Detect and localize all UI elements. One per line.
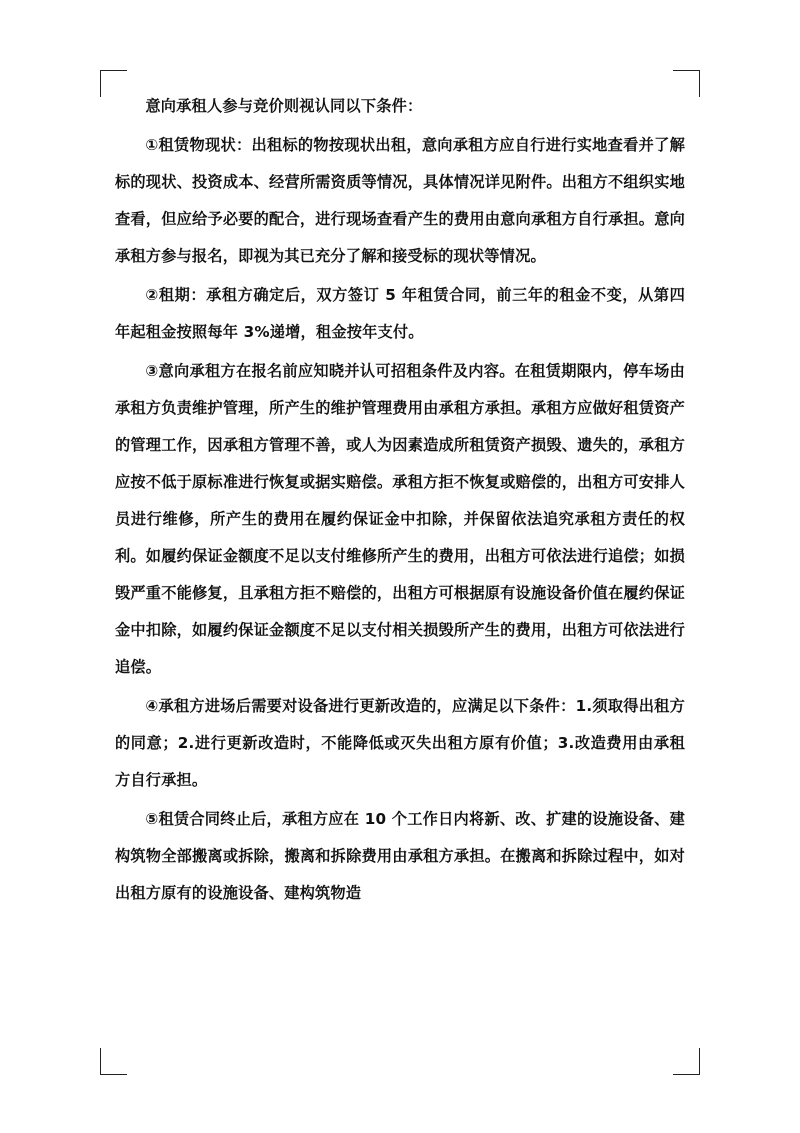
crop-mark-bottom-right-icon [673,1048,700,1075]
paragraph-item-4: ④承租方进场后需要对设备进行更新改造的，应满足以下条件：1.须取得出租方的同意；2.进行更新改造时，不能降低或灭失出租方原有价值；3.改造费用由承租方自行承担。 [115,697,685,789]
paragraph-item-2: ②租期：承租方确定后，双方签订 5 年租赁合同，前三年的租金不变，从第四年起租金按照每年 3%递增，租金按年支付。 [115,286,685,341]
crop-mark-bottom-left-icon [100,1048,127,1075]
paragraph-intro: 意向承租人参与竞价则视认同以下条件： [145,97,423,115]
paragraph-item-1: ①租赁物现状：出租标的物按现状出租，意向承租方应自行进行实地查看并了解标的现状、投资成本、经营所需资质等情况，具体情况详见附件。出租方不组织实地查看，但应给予必要的配合，进行现场查看产生的费用由意向承租方自行承担。意向承租方参与报名，即视为其已充分了解和接受标的现状等情况。 [115,136,685,265]
paragraph-item-5: ⑤租赁合同终止后，承租方应在 10 个工作日内将新、改、扩建的设施设备、建构筑物全部搬离或拆除，搬离和拆除费用由承租方承担。在搬离和拆除过程中，如对出租方原有的设施设备、建构筑物造 [115,810,685,902]
paragraph-item-3: ③意向承租方在报名前应知晓并认可招租条件及内容。在租赁期限内，停车场由承租方负责维护管理，所产生的维护管理费用由承租方承担。承租方应做好租赁资产的管理工作，因承租方管理不善，或人为因素造成所租赁资产损毁、遗失的，承租方应按不低于原标准进行恢复或据实赔偿。承租方拒不恢复或赔偿的，出租方可安排人员进行维修，所产生的费用在履约保证金中扣除，并保留依法追究承租方责任的权利。如履约保证金额度不足以支付维修所产生的费用，出租方可依法进行追偿；如损毁严重不能修复，且承租方拒不赔偿的，出租方可根据原有设施设备价值在履约保证金中扣除，如履约保证金额度不足以支付相关损毁所产生的费用，出租方可依法进行追偿。 [115,362,685,676]
document-body [115,88,685,914]
